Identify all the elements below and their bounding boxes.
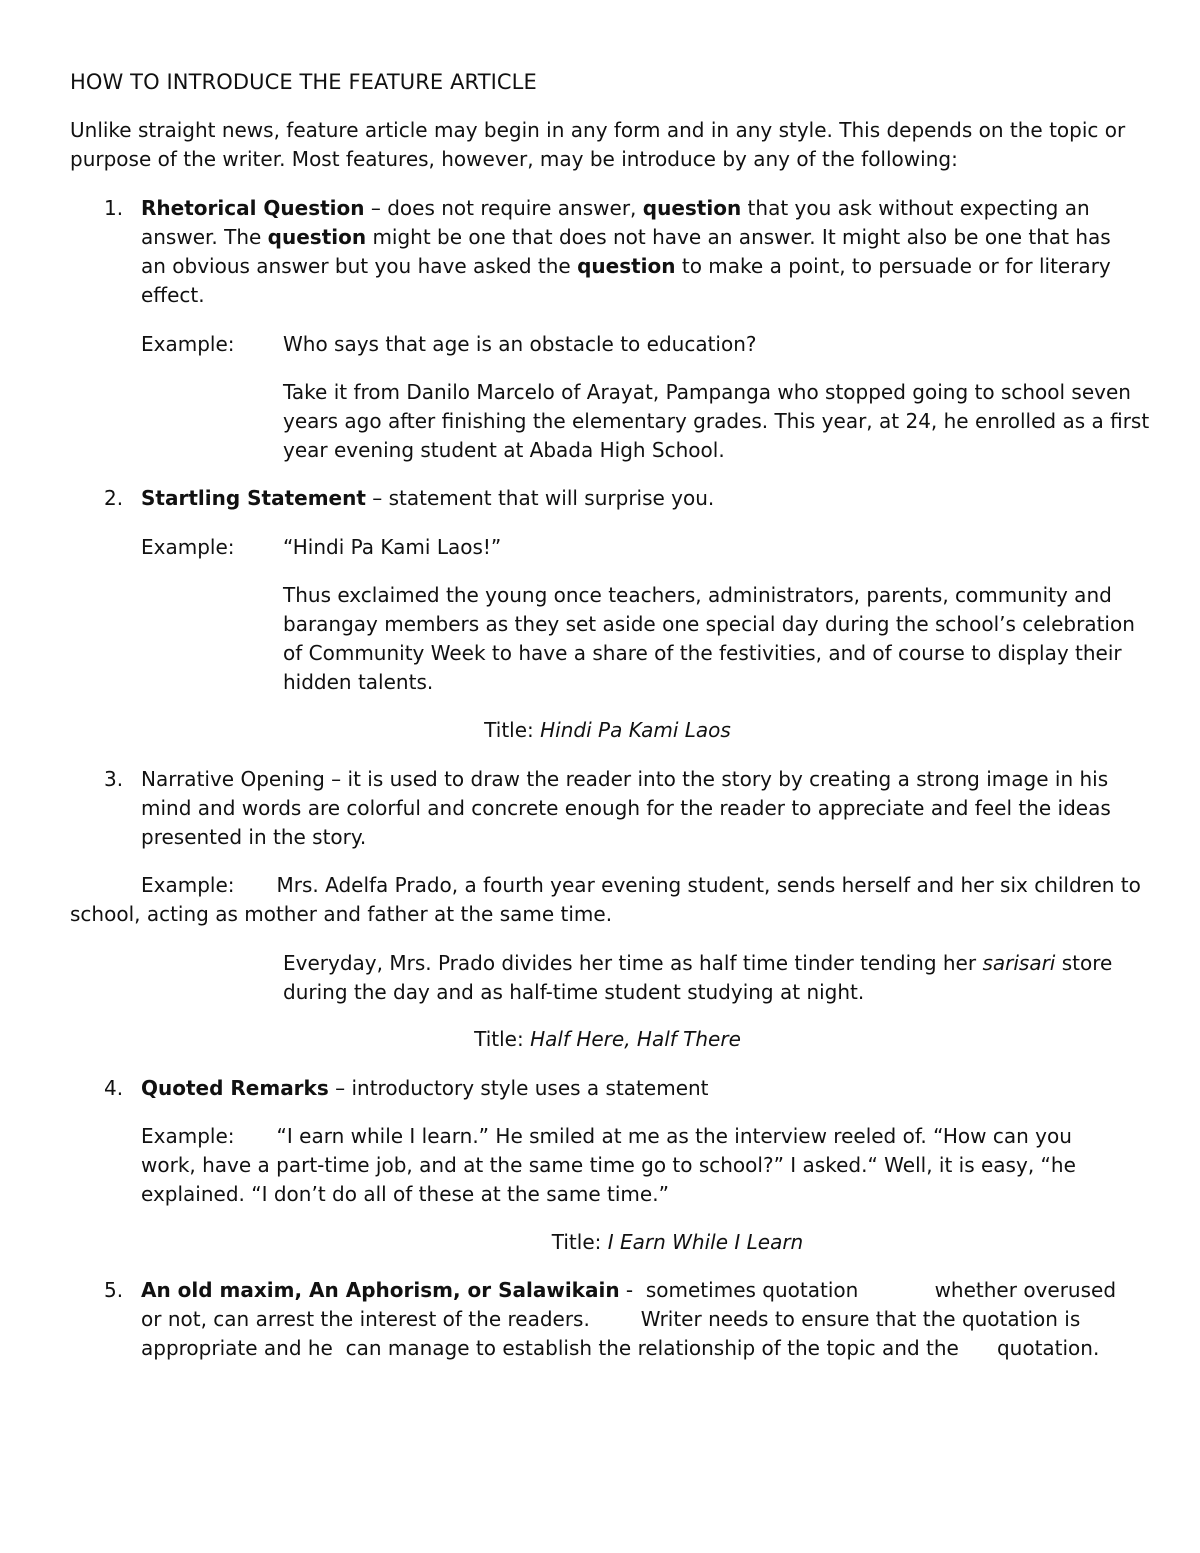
item-2-definition: Startling Statement – statement that will surprise you.	[141, 486, 715, 510]
item-4-title-line: Title: I Earn While I Learn	[551, 1230, 804, 1254]
item-3-definition: Narrative Opening – it is used to draw the reader into the story by creating a strong image in his mind and words are colorful and concrete enough for the reader to appreciate and feel the ideas presented in the story.	[141, 767, 1111, 849]
item-5-definition: An old maxim, An Aphorism, or Salawikain - sometimes quotation whether overused or not, can arrest the interest of the readers. Writer needs to ensure that the quotation is appropriate and he can manage to establish the relationship of the topic and the quotation.	[141, 1278, 1123, 1360]
item-1-example-1: Who says that age is an obstacle to education?	[283, 332, 757, 356]
item-2-term: Startling Statement	[141, 486, 366, 510]
page-title: HOW TO INTRODUCE THE FEATURE ARTICLE	[70, 70, 537, 94]
item-3-example-2: Everyday, Mrs. Prado divides her time as half time tinder tending her sarisari store during the day and as half-time student studying at night.	[283, 951, 1113, 1004]
item-1-definition: Rhetorical Question – does not require answer, question that you ask without expecting an answer. The question might be one that does not have an answer. It might also be one that has an obvious answer but you have asked the question to make a point, to persuade or for literary effect.	[141, 196, 1111, 307]
item-2-example-1: “Hindi Pa Kami Laos!”	[283, 535, 502, 559]
item-2-number: 2.	[104, 486, 124, 510]
item-4-title: I Earn While I Learn	[607, 1230, 804, 1254]
item-4-definition: Quoted Remarks – introductory style uses a statement	[141, 1076, 709, 1100]
item-3-example-1: Example: Mrs. Adelfa Prado, a fourth year evening student, sends herself and her six children to school, acting as mother and father at the same time.	[70, 873, 1141, 926]
item-3-number: 3.	[104, 767, 124, 791]
item-4-number: 4.	[104, 1076, 124, 1100]
item-5-term: An old maxim, An Aphorism, or Salawikain	[141, 1278, 620, 1302]
item-2-title: Hindi Pa Kami Laos	[540, 718, 731, 742]
item-1-example-label: Example:	[141, 332, 235, 356]
item-1-number: 1.	[104, 196, 124, 220]
item-1-example-2: Take it from Danilo Marcelo of Arayat, Pampanga who stopped going to school seven years ago after finishing the elementary grades. This year, at 24, he enrolled as a first year evening student at Abada High School.	[283, 380, 1150, 462]
item-2-example-2: Thus exclaimed the young once teachers, administrators, parents, community and barangay members as they set aside one special day during the school’s celebration of Community Week to have a share of the festivities, and of course to display their hidden talents.	[283, 583, 1135, 694]
item-3-title-line: Title: Half Here, Half There	[474, 1027, 741, 1051]
item-1-term: Rhetorical Question	[141, 196, 365, 220]
intro-paragraph: Unlike straight news, feature article may begin in any form and in any style. This depends on the topic or purpose of the writer. Most features, however, may be introduce by any of the following:	[70, 118, 1126, 171]
item-4-term: Quoted Remarks	[141, 1076, 329, 1100]
item-5-number: 5.	[104, 1278, 124, 1302]
item-3-title: Half Here, Half There	[530, 1027, 741, 1051]
item-2-title-line: Title: Hindi Pa Kami Laos	[484, 718, 731, 742]
item-2-example-label: Example:	[141, 535, 235, 559]
item-4-example-1: Example: “I earn while I learn.” He smiled at me as the interview reeled of. “How can you work, have a part-time job, and at the same time go to school?” I asked.“ Well, it is easy, “he explained. “I don’t do all of these at the same time.”	[141, 1124, 1076, 1206]
